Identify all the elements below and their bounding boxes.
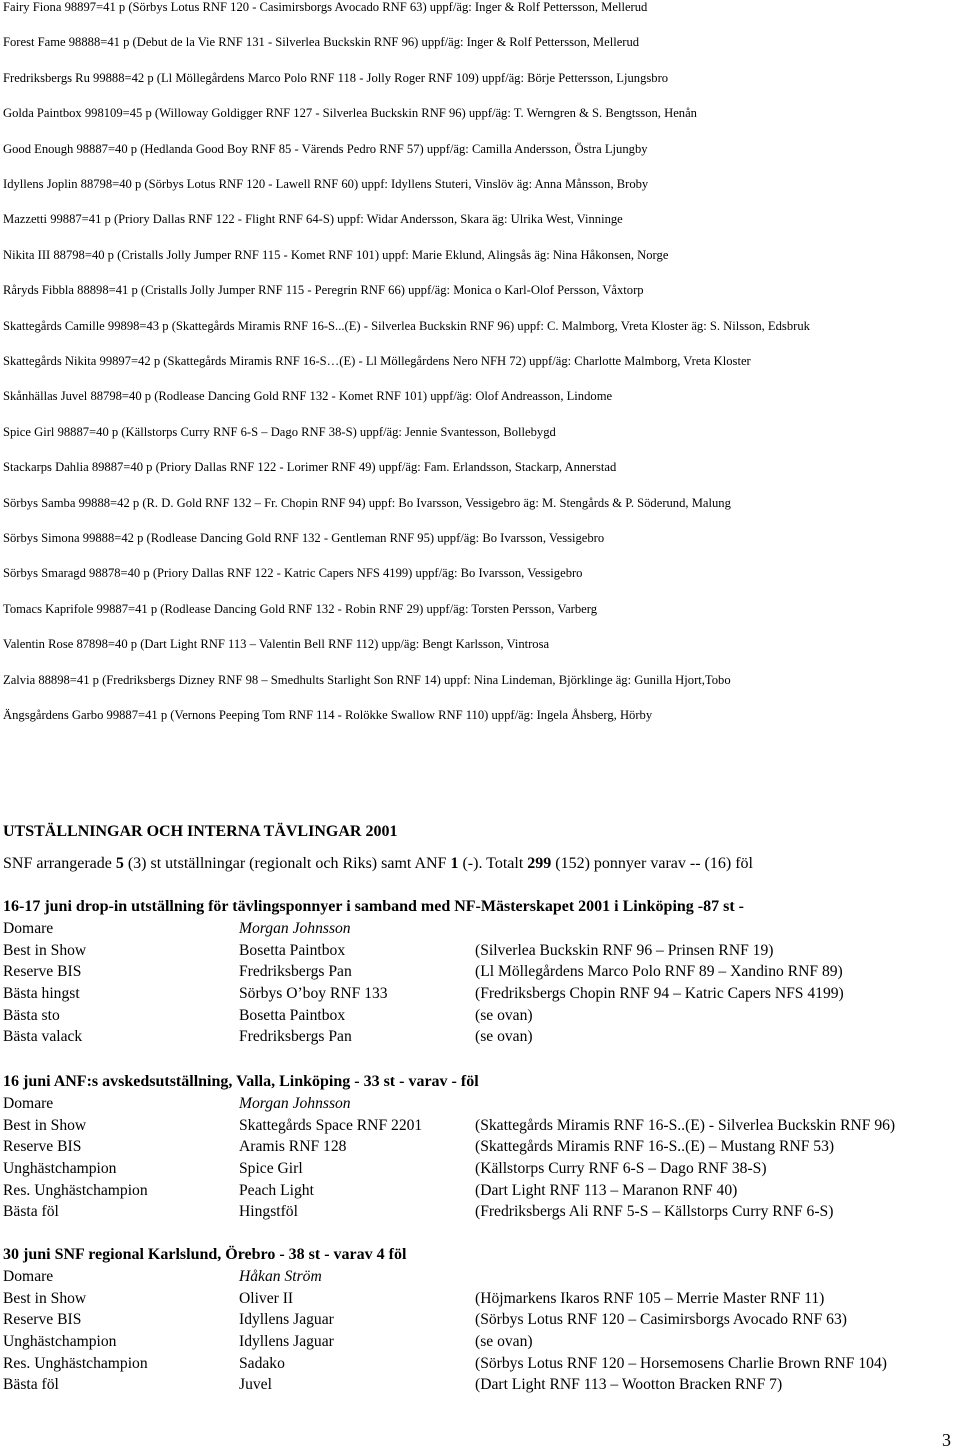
result-row <box>3 963 960 985</box>
result-row <box>3 1138 960 1160</box>
judge-name: Håkan Ström <box>239 1268 322 1285</box>
pony-pedigree: (Fredriksbergs Chopin RNF 94 – Katric Capers NFS 4199) <box>475 985 844 1003</box>
judge-label: Domare <box>3 1268 54 1285</box>
show-block <box>3 898 960 1050</box>
pony-name: Fredriksbergs Pan <box>239 1028 352 1046</box>
list-item: Fredriksbergs Ru 99888=42 p (Ll Möllegårdens Marco Polo RNF 118 - Jolly Roger RNF 109) uppf/äg: Börje Pettersson, Ljungsbro <box>3 70 669 85</box>
show-title: 16 juni ANF:s avskedsutställning, Valla, Linköping - 33 st - varav - föl <box>3 1073 479 1090</box>
pony-pedigree: (Källstorps Curry RNF 6-S – Dago RNF 38-S) <box>475 1160 767 1178</box>
judge-row <box>3 920 960 942</box>
pony-pedigree: (Höjmarkens Ikaros RNF 105 – Merrie Master RNF 11) <box>475 1289 825 1307</box>
page-number: 3 <box>942 1430 951 1450</box>
result-row <box>3 1311 960 1333</box>
result-row <box>3 1028 960 1050</box>
award-name: Reserve BIS <box>3 963 82 981</box>
list-item: Zalvia 88898=41 p (Fredriksbergs Dizney RNF 98 – Smedhults Starlight Son RNF 14) uppf: Nina Lindeman, Björklinge äg: Gunilla Hjort,Tobo <box>3 672 731 687</box>
list-item: Skattegårds Camille 99898=43 p (Skattegårds Miramis RNF 16-S...(E) - Silverlea Buckskin RNF 96) uppf: C. Malmborg, Vreta Kloster äg: S. Nilsson, Edsbruk <box>3 318 810 333</box>
judge-label: Domare <box>3 920 54 937</box>
list-item: Spice Girl 98887=40 p (Källstorps Curry RNF 6-S – Dago RNF 38-S) uppf/äg: Jennie Svantesson, Bollebygd <box>3 424 556 439</box>
result-row <box>3 1117 960 1139</box>
judge-row <box>3 1268 960 1290</box>
pony-pedigree: (Silverlea Buckskin RNF 96 – Prinsen RNF 19) <box>475 941 774 959</box>
pony-name: Bosetta Paintbox <box>239 941 346 959</box>
award-name: Unghästchampion <box>3 1160 117 1178</box>
award-name: Bästa sto <box>3 1006 60 1024</box>
pony-name: Hingstföl <box>239 1203 298 1221</box>
show-block <box>3 1073 960 1225</box>
list-item: Ängsgårdens Garbo 99887=41 p (Vernons Peeping Tom RNF 114 - Rolökke Swallow RNF 110) uppf/äg: Ingela Åhsberg, Hörby <box>3 708 653 722</box>
pony-name: Peach Light <box>239 1181 314 1199</box>
pony-pedigree: (Sörbys Lotus RNF 120 – Horsemosens Charlie Brown RNF 104) <box>475 1354 887 1372</box>
show-title: 30 juni SNF regional Karlslund, Örebro - 38 st - varav 4 föl <box>3 1246 407 1263</box>
result-row <box>3 1182 960 1204</box>
result-row <box>3 1007 960 1029</box>
list-item: Sörbys Smaragd 98878=40 p (Priory Dallas RNF 122 - Katric Capers NFS 4199) uppf/äg: Bo Ivarsson, Vessigebro <box>3 566 583 581</box>
show-block <box>3 1246 960 1398</box>
list-item: Fairy Fiona 98897=41 p (Sörbys Lotus RNF 120 - Casimirsborgs Avocado RNF 63) uppf/äg: Inger & Rolf Pettersson, Mellerud <box>3 0 648 14</box>
result-row <box>3 1160 960 1182</box>
pony-name: Skattegårds Space RNF 2201 <box>239 1116 423 1134</box>
result-row <box>3 1203 960 1225</box>
pony-name: Fredriksbergs Pan <box>239 963 352 981</box>
pony-name: Bosetta Paintbox <box>239 1006 346 1024</box>
section-heading: UTSTÄLLNINGAR OCH INTERNA TÄVLINGAR 2001 <box>3 823 398 840</box>
award-name: Unghästchampion <box>3 1333 117 1351</box>
list-item: Sörbys Simona 99888=42 p (Rodlease Dancing Gold RNF 132 - Gentleman RNF 95) uppf/äg: Bo Ivarsson, Vessigebro <box>3 531 605 545</box>
pony-pedigree: (Skattegårds Miramis RNF 16-S..(E) - Silverlea Buckskin RNF 96) <box>475 1116 896 1134</box>
list-item: Skattegårds Nikita 99897=42 p (Skattegårds Miramis RNF 16-S…(E) - Ll Möllegårdens Nero NFH 72) uppf/äg: Charlotte Malmborg, Vreta Kloster <box>3 354 751 368</box>
pony-pedigree: (Dart Light RNF 113 – Maranon RNF 40) <box>475 1181 738 1199</box>
result-row <box>3 985 960 1007</box>
result-row <box>3 1290 960 1312</box>
show-title: 16-17 juni drop-in utställning för tävlingsponnyer i samband med NF-Mästerskapet 2001 i Linköping -87 st - <box>3 898 744 915</box>
list-item: Idyllens Joplin 88798=40 p (Sörbys Lotus RNF 120 - Lawell RNF 60) uppf: Idyllens Stuteri, Vinslöv äg: Anna Månsson, Broby <box>3 177 649 191</box>
result-row <box>3 1333 960 1355</box>
pony-pedigree: (se ovan) <box>475 1006 533 1024</box>
list-item: Mazzetti 99887=41 p (Priory Dallas RNF 122 - Flight RNF 64-S) uppf: Widar Andersson, Skara äg: Ulrika West, Vinninge <box>3 212 623 227</box>
award-name: Bästa föl <box>3 1203 59 1221</box>
pony-pedigree: (se ovan) <box>475 1028 533 1046</box>
list-item: Skånhällas Juvel 88798=40 p (Rodlease Dancing Gold RNF 132 - Komet RNF 101) uppf/äg: Olof Andreasson, Lindome <box>3 389 613 404</box>
award-name: Reserve BIS <box>3 1311 82 1329</box>
section-summary: SNF arrangerade 5 (3) st utställningar (regionalt och Riks) samt ANF 1 (-). Totalt 299 (152) ponnyer varav -- (16) föl <box>3 855 753 872</box>
judge-name: Morgan Johnsson <box>239 920 351 937</box>
pony-name: Oliver II <box>239 1289 294 1307</box>
pony-name: Sadako <box>239 1354 285 1372</box>
result-row <box>3 1376 960 1398</box>
judge-label: Domare <box>3 1095 54 1112</box>
award-name: Best in Show <box>3 941 87 959</box>
award-name: Best in Show <box>3 1116 87 1134</box>
list-item: Valentin Rose 87898=40 p (Dart Light RNF 113 – Valentin Bell RNF 112) upp/äg: Bengt Karlsson, Vintrosa <box>3 637 550 652</box>
pony-pedigree: (se ovan) <box>475 1333 533 1351</box>
pony-name: Spice Girl <box>239 1160 303 1178</box>
award-name: Bästa hingst <box>3 985 80 1003</box>
award-name: Reserve BIS <box>3 1138 82 1156</box>
list-item: Råryds Fibbla 88898=41 p (Cristalls Jolly Jumper RNF 115 - Peregrin RNF 66) uppf/äg: Monica o Karl-Olof Persson, Våxtorp <box>3 283 644 298</box>
award-name: Best in Show <box>3 1289 87 1307</box>
pony-pedigree: (Sörbys Lotus RNF 120 – Casimirsborgs Avocado RNF 63) <box>475 1311 847 1329</box>
result-row <box>3 1355 960 1377</box>
pony-name: Idyllens Jaguar <box>239 1311 334 1329</box>
pony-pedigree: (Dart Light RNF 113 – Wootton Bracken RNF 7) <box>475 1376 783 1394</box>
judge-row <box>3 1095 960 1117</box>
pony-name: Juvel <box>239 1376 272 1394</box>
list-item: Good Enough 98887=40 p (Hedlanda Good Boy RNF 85 - Värends Pedro RNF 57) uppf/äg: Camilla Andersson, Östra Ljungby <box>3 141 648 156</box>
list-item: Forest Fame 98888=41 p (Debut de la Vie RNF 131 - Silverlea Buckskin RNF 96) uppf/äg: Inger & Rolf Pettersson, Mellerud <box>3 35 640 50</box>
list-item: Golda Paintbox 998109=45 p (Willoway Goldigger RNF 127 - Silverlea Buckskin RNF 96) uppf/äg: T. Werngren & S. Bengtsson, Henån <box>3 106 697 121</box>
judge-name: Morgan Johnsson <box>239 1095 351 1112</box>
pony-pedigree: (Ll Möllegårdens Marco Polo RNF 89 – Xandino RNF 89) <box>475 963 843 981</box>
list-item: Sörbys Samba 99888=42 p (R. D. Gold RNF 132 – Fr. Chopin RNF 94) uppf: Bo Ivarsson, Vessigebro äg: M. Stengårds & P. Söderund, Malung <box>3 495 731 510</box>
list-item: Tomacs Kaprifole 99887=41 p (Rodlease Dancing Gold RNF 132 - Robin RNF 29) uppf/äg: Torsten Persson, Varberg <box>3 601 598 616</box>
pony-pedigree: (Skattegårds Miramis RNF 16-S..(E) – Mustang RNF 53) <box>475 1138 835 1156</box>
list-item: Stackarps Dahlia 89887=40 p (Priory Dallas RNF 122 - Lorimer RNF 49) uppf/äg: Fam. Erlandsson, Stackarp, Annerstad <box>3 460 617 475</box>
award-name: Bästa föl <box>3 1376 59 1394</box>
pony-pedigree: (Fredriksbergs Ali RNF 5-S – Källstorps Curry RNF 6-S) <box>475 1203 834 1221</box>
pony-name: Idyllens Jaguar <box>239 1333 334 1351</box>
award-name: Res. Unghästchampion <box>3 1354 148 1372</box>
pony-name: Sörbys O’boy RNF 133 <box>239 985 388 1003</box>
result-row <box>3 942 960 964</box>
list-item: Nikita III 88798=40 p (Cristalls Jolly Jumper RNF 115 - Komet RNF 101) uppf: Marie Eklund, Alingsås äg: Nina Håkonsen, Norge <box>3 247 669 262</box>
pony-name: Aramis RNF 128 <box>239 1138 347 1156</box>
award-name: Res. Unghästchampion <box>3 1181 148 1199</box>
award-name: Bästa valack <box>3 1028 83 1046</box>
